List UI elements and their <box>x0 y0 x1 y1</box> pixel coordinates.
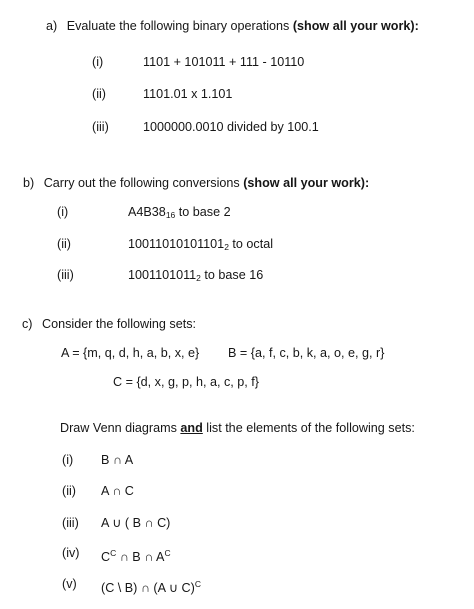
set-expression: $C^C$ ∩ B ∩ $A^C$ <box>101 548 171 564</box>
item-number: (iv) <box>62 546 80 560</box>
section-c-text: Consider the following sets: <box>42 317 197 331</box>
venn-instruction: Draw Venn diagrams and list the elements of the following sets: <box>60 421 415 435</box>
item-number: (i) <box>92 55 104 69</box>
section-c-label: c) <box>22 317 33 331</box>
set-c-definition: C = {d, x, g, p, h, a, c, p, f} <box>113 375 259 389</box>
conversion-text: $1001101011_2$ to base 16 <box>128 268 264 283</box>
set-expression: B ∩ A <box>101 453 134 467</box>
item-number: (i) <box>57 205 69 219</box>
section-a-text: Evaluate the following binary operations <box>66 19 290 33</box>
item-number: (iii) <box>92 120 109 134</box>
section-b-text: Carry out the following conversions <box>43 176 240 190</box>
section-b-bold: (show all your work): <box>243 176 370 190</box>
item-number: (ii) <box>92 87 106 101</box>
item-number: (iii) <box>57 268 74 282</box>
section-b-label: b) <box>23 176 35 190</box>
set-expression: A ∪ ( B ∩ C) <box>101 516 171 530</box>
section-c-heading <box>22 317 196 332</box>
section-a-bold: (show all your work): <box>292 19 419 33</box>
conversion-text: $A4B38_{16}$ to base 2 <box>128 205 231 220</box>
item-number: (iii) <box>62 516 79 530</box>
set-b-definition: B = {a, f, c, b, k, a, o, e, g, r} <box>228 346 385 360</box>
section-a-heading <box>46 19 419 34</box>
item-number: (ii) <box>57 237 71 251</box>
item-number: (v) <box>62 577 77 591</box>
section-b-heading <box>23 176 369 191</box>
section-a-label: a) <box>46 19 58 33</box>
set-a-definition: A = {m, q, d, h, a, b, x, e} <box>61 346 200 360</box>
operation-text: 1000000.0010 divided by 100.1 <box>143 120 319 134</box>
operation-text: 1101 + 101011 + 111 - 10110 <box>143 55 305 69</box>
item-number: (i) <box>62 453 74 467</box>
conversion-text: $10011010101101_2$ to octal <box>128 237 274 252</box>
set-expression: (C \ B) ∩ (A ∪ C)$^C$ <box>101 579 201 595</box>
set-expression: A ∩ C <box>101 484 134 498</box>
operation-text: 1101.01 x 1.101 <box>143 87 233 101</box>
item-number: (ii) <box>62 484 76 498</box>
